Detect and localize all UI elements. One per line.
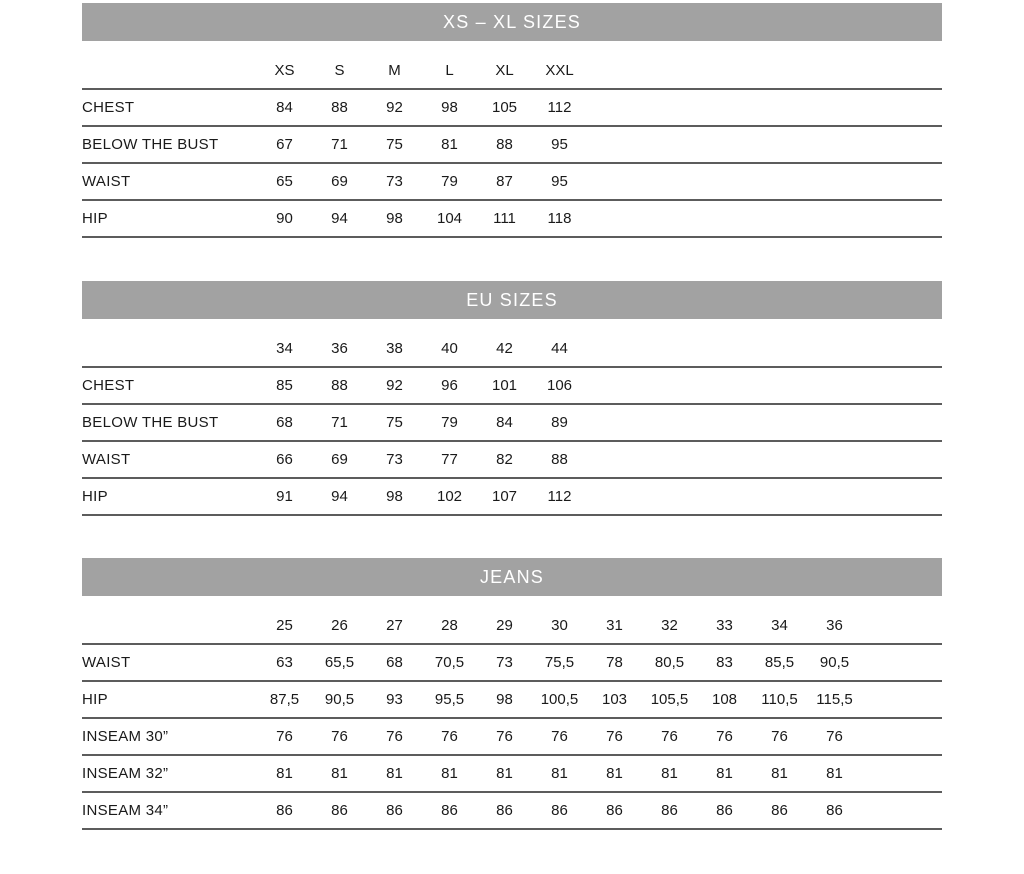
- value-cell: 96: [441, 377, 458, 394]
- column-header-jeans-25: 25: [276, 617, 293, 634]
- value-cell: 98: [386, 488, 403, 505]
- value-cell: 81: [496, 765, 513, 782]
- value-cell: 112: [547, 488, 572, 505]
- value-cell: 76: [386, 728, 403, 745]
- value-cell: 73: [386, 173, 403, 190]
- table-block-eu-sizes: [82, 281, 942, 516]
- value-cell: 71: [331, 136, 348, 153]
- value-cell: 102: [436, 488, 463, 505]
- column-header-eu-sizes-42: 42: [496, 340, 513, 357]
- row-filler: [587, 367, 942, 404]
- value-cell: 86: [496, 802, 513, 819]
- value-cell: 100,5: [540, 691, 579, 708]
- value-cell: 86: [441, 802, 458, 819]
- column-header-xs-xl-sizes-XS: XS: [274, 62, 295, 79]
- value-cell: 87: [496, 173, 513, 190]
- row-filler: [862, 792, 942, 829]
- value-cell: 98: [496, 691, 513, 708]
- column-header-row: [82, 41, 942, 89]
- value-cell: 105,5: [650, 691, 689, 708]
- value-cell: 95: [551, 136, 568, 153]
- value-cell: 69: [331, 451, 348, 468]
- row-label: HIP: [82, 210, 108, 227]
- header-filler: [587, 41, 942, 89]
- value-cell: 104: [436, 210, 463, 227]
- value-cell: 81: [771, 765, 788, 782]
- row-filler: [862, 718, 942, 755]
- header-filler: [587, 319, 942, 367]
- value-cell: 80,5: [654, 654, 685, 671]
- row-label: CHEST: [82, 99, 135, 116]
- value-cell: 86: [661, 802, 678, 819]
- value-cell: 73: [496, 654, 513, 671]
- value-cell: 84: [496, 414, 513, 431]
- value-cell: 79: [441, 173, 458, 190]
- value-cell: 81: [716, 765, 733, 782]
- value-cell: 76: [826, 728, 843, 745]
- value-cell: 118: [547, 210, 572, 227]
- value-cell: 95: [551, 173, 568, 190]
- value-cell: 81: [276, 765, 293, 782]
- column-header-jeans-34: 34: [771, 617, 788, 634]
- table-row: [82, 441, 942, 478]
- column-header-xs-xl-sizes-XL: XL: [495, 62, 514, 79]
- table-row: [82, 718, 942, 755]
- column-header-eu-sizes-36: 36: [331, 340, 348, 357]
- column-header-xs-xl-sizes-S: S: [334, 62, 345, 79]
- value-cell: 85: [276, 377, 293, 394]
- row-label: BELOW THE BUST: [82, 136, 219, 153]
- value-cell: 70,5: [434, 654, 465, 671]
- value-cell: 108: [711, 691, 738, 708]
- value-cell: 86: [386, 802, 403, 819]
- value-cell: 86: [771, 802, 788, 819]
- table-row: [82, 478, 942, 515]
- row-filler: [587, 404, 942, 441]
- row-filler: [862, 755, 942, 792]
- value-cell: 86: [331, 802, 348, 819]
- row-filler: [587, 441, 942, 478]
- value-cell: 86: [826, 802, 843, 819]
- value-cell: 65: [276, 173, 293, 190]
- value-cell: 71: [331, 414, 348, 431]
- table-row: [82, 126, 942, 163]
- value-cell: 90,5: [819, 654, 850, 671]
- value-cell: 110,5: [761, 691, 798, 708]
- value-cell: 86: [551, 802, 568, 819]
- value-cell: 76: [606, 728, 623, 745]
- value-cell: 107: [491, 488, 518, 505]
- label-column-spacer: [82, 41, 257, 89]
- value-cell: 111: [493, 210, 516, 227]
- column-header-eu-sizes-40: 40: [441, 340, 458, 357]
- value-cell: 81: [606, 765, 623, 782]
- row-label: WAIST: [82, 654, 131, 671]
- table-title-bar: [82, 3, 942, 41]
- value-cell: 98: [386, 210, 403, 227]
- value-cell: 63: [276, 654, 293, 671]
- row-label: INSEAM 34”: [82, 802, 169, 819]
- table-title-bar: [82, 558, 942, 596]
- value-cell: 92: [386, 99, 403, 116]
- column-header-xs-xl-sizes-L: L: [445, 62, 454, 79]
- value-cell: 90,5: [324, 691, 355, 708]
- value-cell: 94: [331, 210, 348, 227]
- row-filler: [862, 681, 942, 718]
- value-cell: 76: [771, 728, 788, 745]
- column-header-jeans-30: 30: [551, 617, 568, 634]
- table-title: JEANS: [479, 566, 545, 587]
- row-label: BELOW THE BUST: [82, 414, 219, 431]
- size-table: [82, 319, 942, 516]
- column-header-row: [82, 319, 942, 367]
- table-block-jeans: [82, 558, 942, 830]
- value-cell: 77: [441, 451, 458, 468]
- column-header-jeans-26: 26: [331, 617, 348, 634]
- row-label: WAIST: [82, 451, 131, 468]
- header-filler: [862, 596, 942, 644]
- value-cell: 84: [276, 99, 293, 116]
- value-cell: 88: [331, 377, 348, 394]
- value-cell: 68: [386, 654, 403, 671]
- table-title-bar: [82, 281, 942, 319]
- column-header-jeans-29: 29: [496, 617, 513, 634]
- value-cell: 81: [551, 765, 568, 782]
- value-cell: 98: [441, 99, 458, 116]
- size-table: [82, 596, 942, 830]
- value-cell: 81: [826, 765, 843, 782]
- value-cell: 75: [386, 414, 403, 431]
- value-cell: 88: [331, 99, 348, 116]
- value-cell: 76: [716, 728, 733, 745]
- value-cell: 86: [716, 802, 733, 819]
- column-header-jeans-36: 36: [826, 617, 843, 634]
- column-header-eu-sizes-44: 44: [551, 340, 568, 357]
- row-label: INSEAM 30”: [82, 728, 169, 745]
- table-row: [82, 163, 942, 200]
- value-cell: 85,5: [764, 654, 795, 671]
- table-row: [82, 200, 942, 237]
- table-row: [82, 644, 942, 681]
- value-cell: 112: [547, 99, 572, 116]
- row-filler: [587, 126, 942, 163]
- column-header-jeans-27: 27: [386, 617, 403, 634]
- table-row: [82, 792, 942, 829]
- row-label: CHEST: [82, 377, 135, 394]
- label-column-spacer: [82, 596, 257, 644]
- value-cell: 81: [386, 765, 403, 782]
- row-label: HIP: [82, 691, 108, 708]
- column-header-jeans-28: 28: [441, 617, 458, 634]
- value-cell: 82: [496, 451, 513, 468]
- column-header-jeans-33: 33: [716, 617, 733, 634]
- value-cell: 87,5: [269, 691, 300, 708]
- row-filler: [587, 89, 942, 126]
- value-cell: 79: [441, 414, 458, 431]
- value-cell: 78: [606, 654, 623, 671]
- value-cell: 90: [276, 210, 293, 227]
- value-cell: 94: [331, 488, 348, 505]
- value-cell: 81: [331, 765, 348, 782]
- value-cell: 69: [331, 173, 348, 190]
- value-cell: 76: [441, 728, 458, 745]
- value-cell: 76: [496, 728, 513, 745]
- row-filler: [587, 478, 942, 515]
- row-filler: [587, 200, 942, 237]
- row-label: HIP: [82, 488, 108, 505]
- label-column-spacer: [82, 319, 257, 367]
- value-cell: 65,5: [324, 654, 355, 671]
- value-cell: 86: [606, 802, 623, 819]
- value-cell: 88: [496, 136, 513, 153]
- value-cell: 68: [276, 414, 293, 431]
- row-filler: [587, 163, 942, 200]
- value-cell: 89: [551, 414, 568, 431]
- value-cell: 81: [661, 765, 678, 782]
- value-cell: 81: [441, 765, 458, 782]
- value-cell: 81: [441, 136, 458, 153]
- value-cell: 66: [276, 451, 293, 468]
- value-cell: 91: [276, 488, 293, 505]
- table-row: [82, 367, 942, 404]
- value-cell: 76: [331, 728, 348, 745]
- value-cell: 76: [551, 728, 568, 745]
- column-header-xs-xl-sizes-M: M: [388, 62, 401, 79]
- value-cell: 95,5: [434, 691, 465, 708]
- column-header-row: [82, 596, 942, 644]
- value-cell: 106: [546, 377, 573, 394]
- value-cell: 76: [661, 728, 678, 745]
- row-label: WAIST: [82, 173, 131, 190]
- column-header-jeans-31: 31: [606, 617, 623, 634]
- table-title: XS – XL SIZES: [443, 11, 581, 32]
- value-cell: 101: [491, 377, 518, 394]
- row-label: INSEAM 32”: [82, 765, 169, 782]
- value-cell: 76: [276, 728, 293, 745]
- value-cell: 93: [386, 691, 403, 708]
- table-title: EU SIZES: [466, 289, 558, 310]
- table-row: [82, 404, 942, 441]
- value-cell: 88: [551, 451, 568, 468]
- size-table: [82, 41, 942, 238]
- column-header-eu-sizes-38: 38: [386, 340, 403, 357]
- value-cell: 115,5: [816, 691, 853, 708]
- column-header-jeans-32: 32: [661, 617, 678, 634]
- column-header-xs-xl-sizes-XXL: XXL: [545, 62, 574, 79]
- table-row: [82, 89, 942, 126]
- value-cell: 73: [386, 451, 403, 468]
- value-cell: 92: [386, 377, 403, 394]
- value-cell: 67: [276, 136, 293, 153]
- table-row: [82, 755, 942, 792]
- row-filler: [862, 644, 942, 681]
- table-block-xs-xl-sizes: [82, 3, 942, 238]
- value-cell: 105: [491, 99, 518, 116]
- value-cell: 86: [276, 802, 293, 819]
- value-cell: 103: [601, 691, 628, 708]
- value-cell: 75,5: [544, 654, 575, 671]
- column-header-eu-sizes-34: 34: [276, 340, 293, 357]
- value-cell: 83: [716, 654, 733, 671]
- value-cell: 75: [386, 136, 403, 153]
- table-row: [82, 681, 942, 718]
